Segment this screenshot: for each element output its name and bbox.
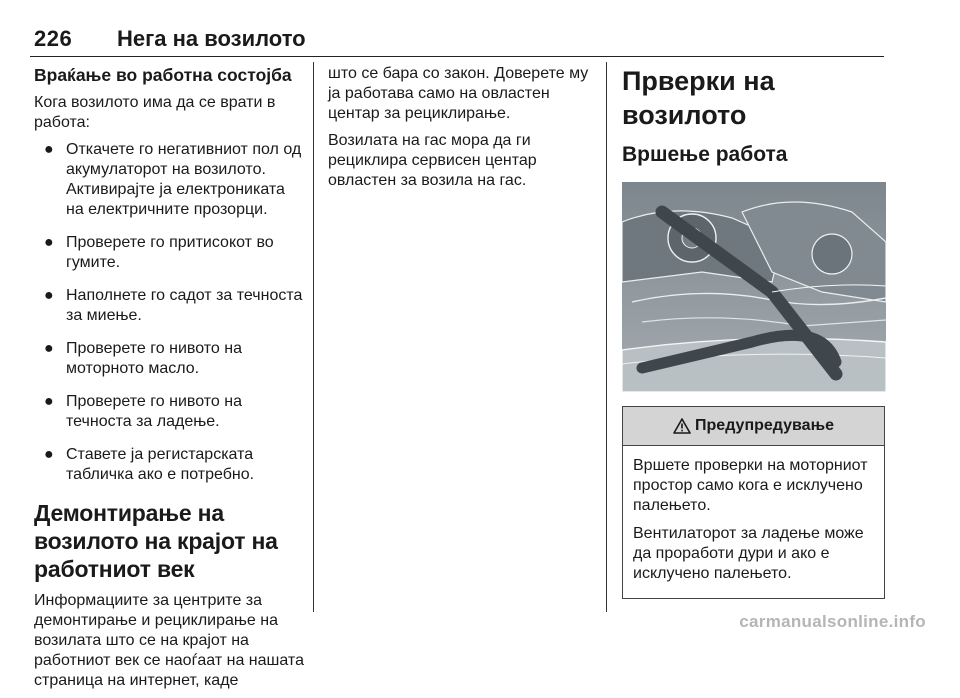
list-item <box>34 233 304 273</box>
bullet-icon: ● <box>44 287 54 304</box>
bullet-icon: ● <box>44 141 54 158</box>
list-item-text: Наполнете го садот за течноста за миење. <box>66 287 303 324</box>
warning-paragraph-1: Вршете проверки на моторниот простор само кога е исклучено палењето. <box>633 457 868 514</box>
watermark: carmanualsonline.info <box>739 612 926 631</box>
bullet-icon: ● <box>44 234 54 251</box>
column-1 <box>34 64 304 698</box>
list-item-text: Проверете го нивото на моторното масло. <box>66 340 242 377</box>
vehicle-checks-heading: Прверки на возилото <box>622 66 775 130</box>
performing-work-heading: Вршење работа <box>622 143 788 166</box>
recycling-paragraph: што се бара со закон. Доверете му ја работава само на овластен центар за рециклирање. <box>328 65 589 122</box>
column-divider-2 <box>606 62 607 612</box>
column-3 <box>622 64 886 599</box>
list-item-text: Ставете ја регистарската табличка ако е потребно. <box>66 446 255 483</box>
engine-bay-illustration <box>622 182 886 392</box>
list-item-text: Проверете го нивото на течноста за ладење. <box>66 393 242 430</box>
engine-bay-icon <box>622 182 886 392</box>
warning-triangle-icon <box>673 418 691 434</box>
running-title: Нега на возилото <box>117 26 306 51</box>
end-of-life-heading: Демонтирање на возилото на крајот на работниот век <box>34 500 278 582</box>
list-item <box>34 339 304 379</box>
list-item <box>34 140 304 220</box>
column-2 <box>328 64 598 198</box>
warning-header <box>623 407 884 446</box>
bullet-icon: ● <box>44 393 54 410</box>
warning-title: Предупредување <box>695 417 834 434</box>
warning-body <box>623 446 884 598</box>
bullet-icon: ● <box>44 340 54 357</box>
restore-heading: Враќање во работна состојба <box>34 65 292 85</box>
restore-intro: Кога возилото има да се врати в работа: <box>34 94 276 131</box>
restore-steps-list <box>34 140 304 485</box>
list-item-text: Откачете го негативниот пол од акумулаторот на возилото. Активирајте ја електрониката на електричните прозорци. <box>66 141 302 218</box>
list-item <box>34 392 304 432</box>
bullet-icon: ● <box>44 446 54 463</box>
page-header <box>30 26 884 57</box>
warning-box <box>622 406 885 599</box>
page-number: 226 <box>34 26 73 51</box>
gas-vehicle-paragraph: Возилата на гас мора да ги рециклира сервисен центар овластен за возила на гас. <box>328 132 537 189</box>
list-item-text: Проверете го притисокот во гумите. <box>66 234 274 271</box>
end-of-life-text: Информациите за центрите за демонтирање и рециклирање на возилата што се на крајот на работниот век се наоѓаат на нашата страница на интернет, каде <box>34 592 304 689</box>
warning-paragraph-2: Вентилаторот за ладење може да прорaботи дури и ако е исклучено палењето. <box>633 525 864 582</box>
list-item <box>34 286 304 326</box>
list-item <box>34 445 304 485</box>
column-divider-1 <box>313 62 314 612</box>
